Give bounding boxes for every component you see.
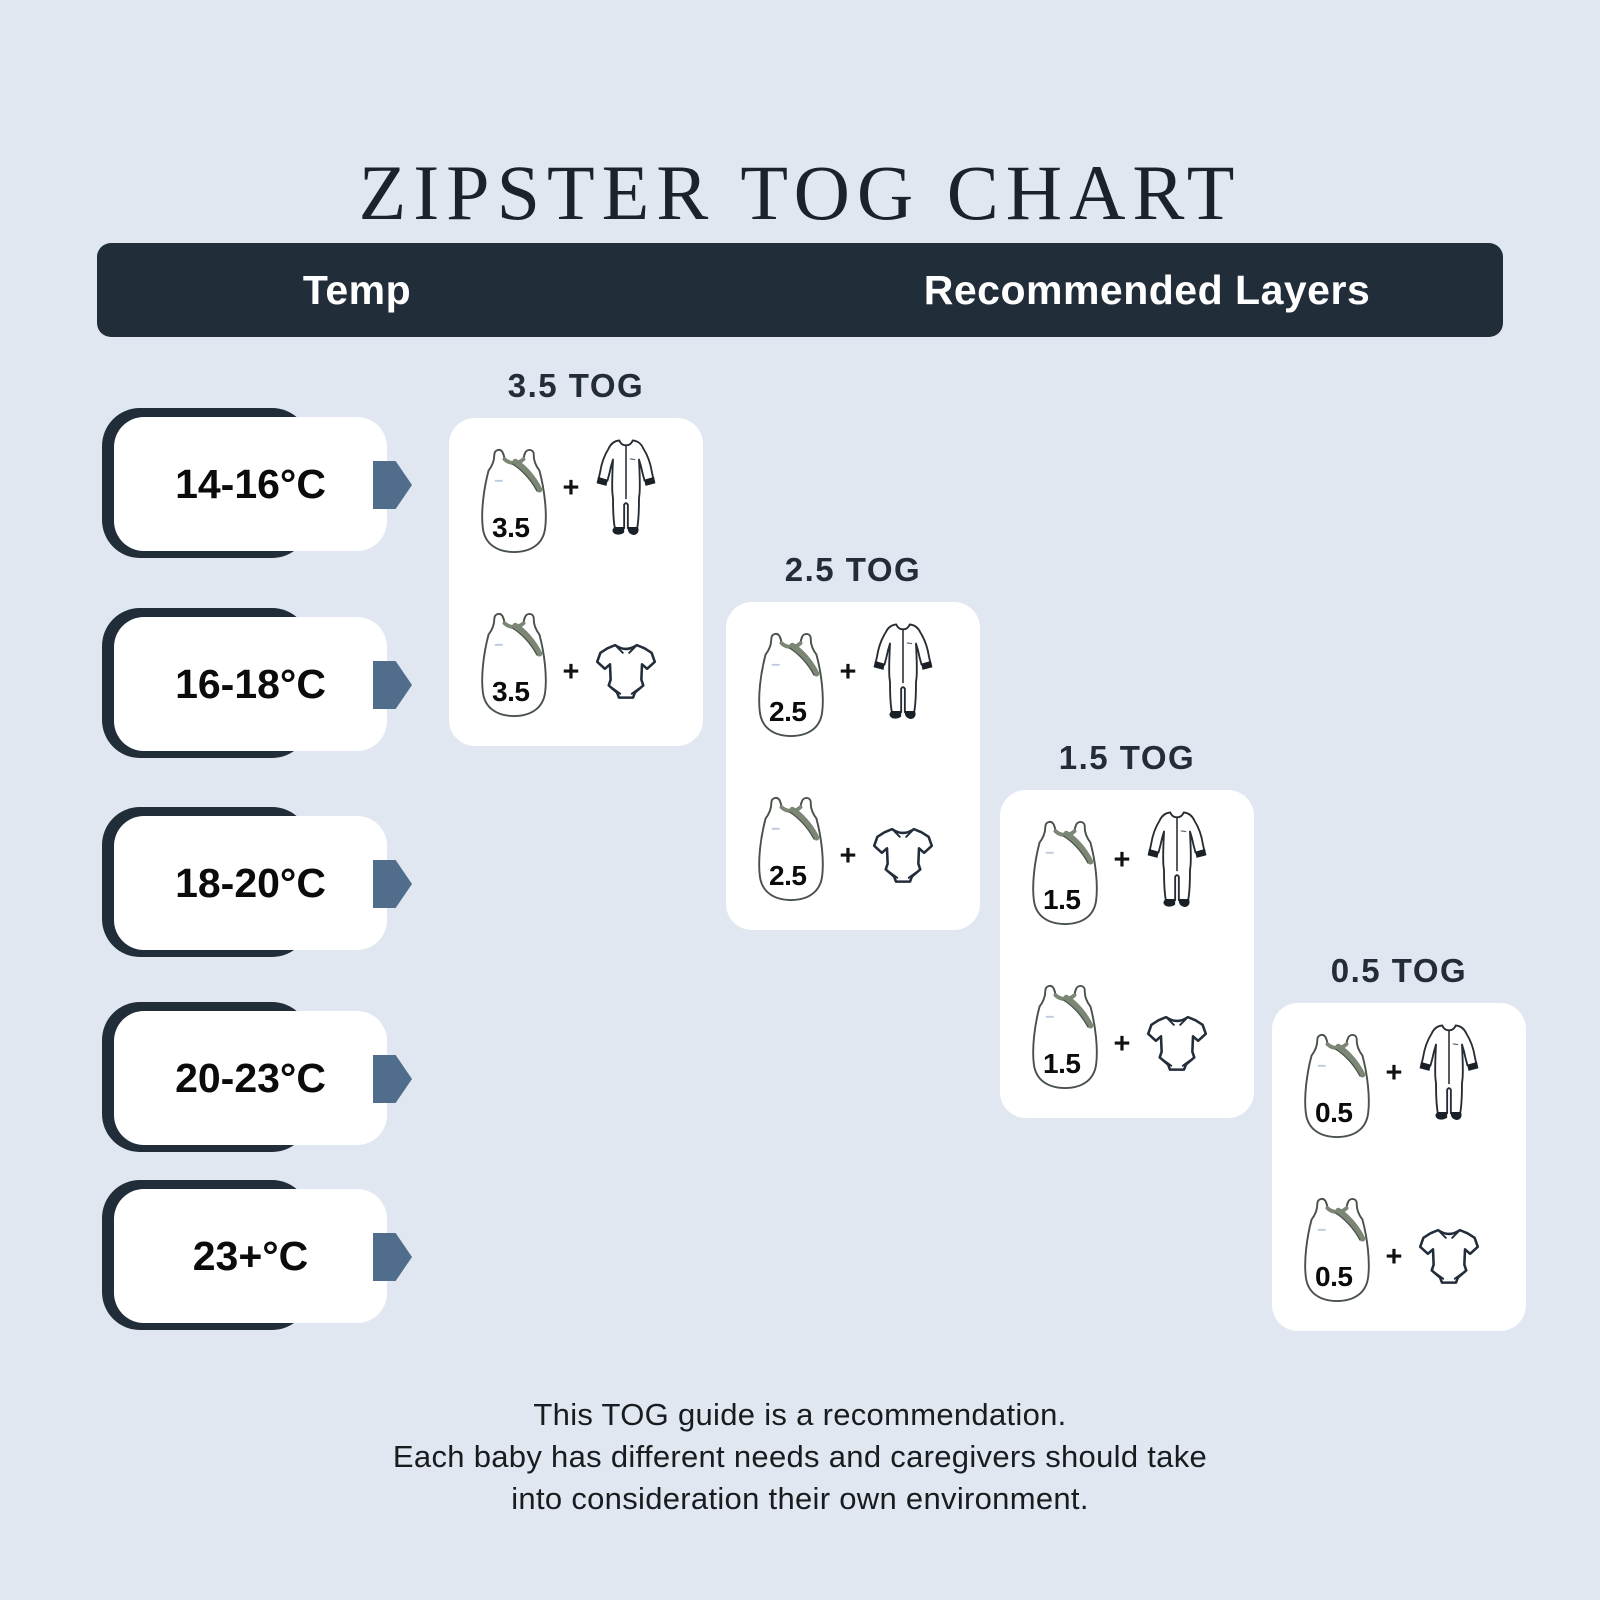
disclaimer-line: This TOG guide is a recommendation.	[533, 1397, 1067, 1432]
tog-card-2-5	[726, 551, 980, 930]
sleepsuit-icon	[1138, 798, 1216, 922]
sleep-bag-icon	[1030, 806, 1100, 939]
temp-range-label: 18-20°C	[175, 860, 326, 906]
plus-sign: +	[1113, 843, 1131, 876]
sleep-bag-icon	[756, 782, 826, 915]
tog-label: 2.5 TOG	[784, 551, 922, 588]
layer-row	[1000, 790, 1254, 954]
bodysuit-icon	[864, 823, 942, 889]
temp-badge-14-16	[102, 408, 412, 558]
bag-tog-value: 3.5	[492, 675, 530, 707]
layer-row	[726, 766, 980, 930]
temp-range-label: 14-16°C	[175, 461, 326, 507]
layers-column-header: Recommended Layers	[923, 267, 1371, 313]
plus-sign: +	[562, 655, 580, 688]
tog-label: 0.5 TOG	[1330, 952, 1468, 989]
bodysuit-icon	[1410, 1224, 1488, 1290]
plus-sign: +	[562, 471, 580, 504]
bag-tog-value: 1.5	[1043, 883, 1081, 915]
tog-label: 1.5 TOG	[1058, 739, 1196, 776]
bag-tog-value: 0.5	[1315, 1260, 1353, 1292]
sleepsuit-icon	[587, 426, 665, 550]
sleepsuit-icon	[864, 610, 942, 734]
layer-row	[449, 582, 703, 746]
bag-tog-value: 3.5	[492, 511, 530, 543]
sleep-bag-icon	[479, 434, 549, 567]
temp-range-label: 23+°C	[192, 1233, 309, 1279]
layer-row	[726, 602, 980, 766]
plus-sign: +	[839, 655, 857, 688]
arrow-right-icon	[373, 661, 412, 709]
arrow-right-icon	[373, 1055, 412, 1103]
plus-sign: +	[1385, 1240, 1403, 1273]
badge-card	[114, 1011, 387, 1145]
bag-tog-value: 2.5	[769, 695, 807, 727]
layer-row	[1272, 1003, 1526, 1167]
layer-row	[1000, 954, 1254, 1118]
sleep-bag-icon	[756, 618, 826, 751]
bag-tog-value: 0.5	[1315, 1096, 1353, 1128]
badge-card	[114, 617, 387, 751]
bag-tog-value: 1.5	[1043, 1047, 1081, 1079]
arrow-right-icon	[373, 1233, 412, 1281]
temp-badge-23-plus	[102, 1180, 412, 1330]
tog-card-0-5	[1272, 952, 1526, 1331]
bodysuit-icon	[1138, 1011, 1216, 1077]
bodysuit-icon	[587, 639, 665, 705]
arrow-right-icon	[373, 461, 412, 509]
badge-card	[114, 417, 387, 551]
disclaimer-line: into consideration their own environment.	[511, 1481, 1089, 1516]
badge-card	[114, 1189, 387, 1323]
plus-sign: +	[1385, 1056, 1403, 1089]
sleep-bag-icon	[1030, 970, 1100, 1103]
tog-card-1-5	[1000, 739, 1254, 1118]
sleep-bag-icon	[1302, 1183, 1372, 1316]
badge-card	[114, 816, 387, 950]
sleep-bag-icon	[479, 598, 549, 731]
temp-badge-16-18	[102, 608, 412, 758]
temp-badge-18-20	[102, 807, 412, 957]
temp-column-header: Temp	[302, 267, 412, 313]
arrow-right-icon	[373, 860, 412, 908]
page-title: ZIPSTER TOG CHART	[358, 149, 1242, 237]
layer-row	[1272, 1167, 1526, 1331]
bag-tog-value: 2.5	[769, 859, 807, 891]
temp-badge-20-23	[102, 1002, 412, 1152]
sleepsuit-icon	[1410, 1011, 1488, 1135]
tog-label: 3.5 TOG	[507, 367, 645, 404]
plus-sign: +	[1113, 1027, 1131, 1060]
layer-row	[449, 418, 703, 582]
sleep-bag-icon	[1302, 1019, 1372, 1152]
disclaimer-line: Each baby has different needs and caregivers should take	[392, 1439, 1208, 1474]
table-header-bar	[97, 243, 1503, 337]
plus-sign: +	[839, 839, 857, 872]
tog-card-3-5	[449, 367, 703, 746]
temp-range-label: 16-18°C	[175, 661, 326, 707]
disclaimer	[0, 1394, 1600, 1520]
temp-range-label: 20-23°C	[175, 1055, 326, 1101]
